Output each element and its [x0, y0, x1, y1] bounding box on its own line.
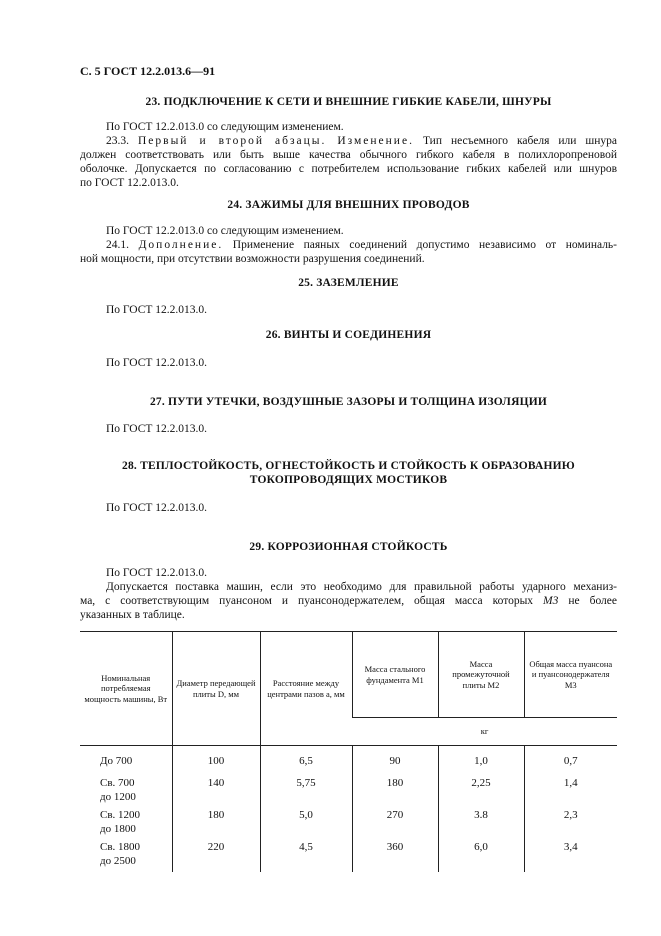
cell-diameter: 140	[172, 776, 260, 808]
section-27-title: 27. ПУТИ УТЕЧКИ, ВОЗДУШНЫЕ ЗАЗОРЫ И ТОЛЩИНА ИЗОЛЯЦИИ	[149, 396, 548, 408]
section-29-para-2-line-2c: не более	[568, 595, 618, 607]
section-29-para-2	[80, 580, 617, 622]
clause-23-3-line-1: Тип несъемного кабеля или шнура	[422, 135, 617, 147]
clause-23-3-line-4: по ГОСТ 12.2.013.0.	[80, 177, 179, 189]
section-29-para-1: По ГОСТ 12.2.013.0.	[106, 567, 208, 579]
cell-power: Св. 1200 до 1800	[100, 809, 141, 835]
cell-diameter: 100	[172, 746, 260, 777]
section-27-para: По ГОСТ 12.2.013.0.	[106, 423, 208, 435]
cell-m1: 180	[352, 776, 438, 808]
cell-m1: 270	[352, 808, 438, 840]
clause-23-3-line-2: должен соответствовать или быть выше качества обычного гибкого кабеля в полихлоропреновой	[80, 149, 617, 161]
section-24-para-2	[80, 238, 617, 266]
column-header-power: Номинальная потребляемая мощность машины, Вт	[80, 632, 172, 746]
section-23-para-1: По ГОСТ 12.2.013.0 со следующим изменением.	[106, 121, 344, 133]
cell-m3: 2,3	[524, 808, 617, 840]
clause-23-3-line-3: оболочке. Допускается по согласованию с потребителем использование гибких кабелей или шнуров	[80, 163, 617, 175]
section-26-title: 26. ВИНТЫ И СОЕДИНЕНИЯ	[265, 329, 432, 341]
column-header-m1: Масса стального фундамента M1	[352, 632, 438, 718]
section-29-para-2-line-1: Допускается поставка машин, если это необходимо для правильной работы ударного механиз-	[106, 581, 617, 593]
table-row	[80, 746, 617, 777]
unit-kg: кг	[352, 718, 617, 746]
column-header-m3: Общая масса пуансона и пуансонодержателя M3	[524, 632, 617, 718]
section-28-title-line-2: ТОКОПРОВОДЯЩИХ МОСТИКОВ	[249, 474, 448, 486]
column-header-m2: Масса промежуточной плиты M2	[438, 632, 524, 718]
clause-23-3-number: 23.3.	[106, 135, 129, 147]
mass-table	[80, 631, 617, 872]
clause-24-1-spaced: Дополнение.	[138, 239, 224, 251]
cell-m3: 0,7	[524, 746, 617, 777]
column-header-diameter: Диаметр передающей плиты D, мм	[172, 632, 260, 746]
mass-symbol-m3: M3	[543, 595, 559, 607]
cell-m2: 2,25	[438, 776, 524, 808]
section-23-title: 23. ПОДКЛЮЧЕНИЕ К СЕТИ И ВНЕШНИЕ ГИБКИЕ КАБЕЛИ, ШНУРЫ	[145, 96, 552, 108]
section-24-para-1: По ГОСТ 12.2.013.0 со следующим изменением.	[106, 225, 344, 237]
section-24-title: 24. ЗАЖИМЫ ДЛЯ ВНЕШНИХ ПРОВОДОВ	[227, 199, 470, 211]
table-row	[80, 808, 617, 840]
cell-power: До 700	[100, 755, 133, 767]
section-29-para-2-line-2a: ма, с соответствующим пуансоном и пуансонодержателем, общая масса которых	[80, 595, 534, 607]
cell-slot-distance: 5,0	[260, 808, 352, 840]
cell-m1: 360	[352, 840, 438, 872]
clause-24-1-line-1: Применение паяных соединений допустимо независимо от номиналь-	[232, 239, 618, 251]
cell-m2: 6,0	[438, 840, 524, 872]
cell-diameter: 180	[172, 808, 260, 840]
cell-diameter: 220	[172, 840, 260, 872]
section-28-para: По ГОСТ 12.2.013.0.	[106, 502, 208, 514]
clause-24-1-number: 24.1.	[106, 239, 129, 251]
cell-m2: 1,0	[438, 746, 524, 777]
cell-slot-distance: 4,5	[260, 840, 352, 872]
section-25-title: 25. ЗАЗЕМЛЕНИЕ	[298, 277, 399, 289]
cell-power: Св. 1800 до 2500	[100, 841, 141, 867]
cell-slot-distance: 5,75	[260, 776, 352, 808]
clause-23-3-spaced: Первый и второй абзацы. Изменение.	[137, 135, 414, 147]
section-28-title-line-1: 28. ТЕПЛОСТОЙКОСТЬ, ОГНЕСТОЙКОСТЬ И СТОЙКОСТЬ К ОБРАЗОВАНИЮ	[122, 460, 575, 472]
section-29-title: 29. КОРРОЗИОННАЯ СТОЙКОСТЬ	[249, 541, 448, 553]
cell-m1: 90	[352, 746, 438, 777]
cell-m3: 1,4	[524, 776, 617, 808]
cell-slot-distance: 6,5	[260, 746, 352, 777]
page-header: С. 5 ГОСТ 12.2.013.6—91	[80, 64, 216, 78]
section-23-para-2	[80, 134, 617, 190]
table-row	[80, 776, 617, 808]
section-25-para: По ГОСТ 12.2.013.0.	[106, 304, 208, 316]
section-26-para: По ГОСТ 12.2.013.0.	[106, 357, 208, 369]
table-row	[80, 840, 617, 872]
clause-24-1-line-2: ной мощности, при отсутствии возможности разрушения соединений.	[80, 253, 425, 265]
section-29-para-2-line-3: указанных в таблице.	[80, 609, 185, 621]
column-header-slot-distance: Расстояние между центрами пазов a, мм	[260, 632, 352, 746]
cell-m3: 3,4	[524, 840, 617, 872]
cell-power: Св. 700 до 1200	[100, 777, 136, 803]
cell-m2: 3.8	[438, 808, 524, 840]
